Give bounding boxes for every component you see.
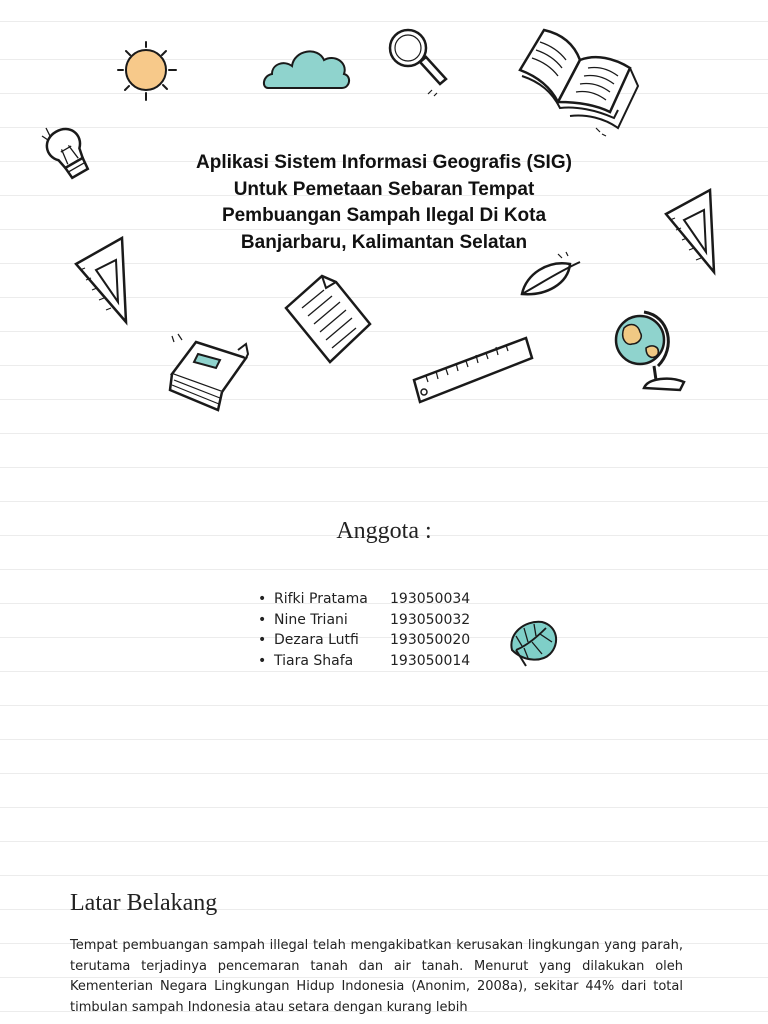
list-item [258,651,470,672]
open-book-icon [514,24,644,144]
section-heading: Latar Belakang [70,890,218,916]
member-name: Nine Triani [274,611,348,628]
leaf-icon [518,250,584,300]
notebook-icon [162,328,252,418]
title-line: Untuk Pemetaan Sebaran Tempat [233,178,535,200]
members-heading: Anggota : [336,518,432,544]
ruler-icon [410,334,536,408]
member-name: Rifki Pratama [274,591,368,607]
title-line: Banjarbaru, Kalimantan Selatan [240,231,528,253]
member-name: Dezara Lutfi [274,632,359,648]
member-nim: 193050014 [390,652,471,669]
triangle-ruler-icon [72,234,132,328]
list-item [258,630,470,651]
magnifier-icon [382,24,454,100]
members-list [258,589,470,671]
list-item [258,589,470,610]
member-nim: 193050032 [390,611,471,628]
monstera-leaf-icon [506,616,560,668]
title-line: Aplikasi Sistem Informasi Geografis (SIG) [196,152,572,173]
member-nim: 193050034 [390,591,471,607]
member-name: Tiara Shafa [274,652,354,669]
document-icon [282,272,376,366]
light-bulb-icon [38,124,104,190]
bullet: • [258,652,267,669]
bullet: • [258,611,267,628]
cloud-icon [262,40,352,94]
bullet: • [258,591,267,607]
triangle-ruler-icon [662,186,720,278]
globe-icon [610,304,690,394]
list-item [258,610,470,631]
title-line: Pembuangan Sampah Ilegal Di Kota [221,205,547,226]
body-paragraph: Tempat pembuangan sampah illegal telah mengakibatkan kerusakan lingkungan yang parah, terutama terjadinya pencemaran tanah dan air tanah. Menurut yang dilakukan oleh Kementerian Negara Lingkungan Hidup Indonesia (Anonim, 2008a), sekitar 44% dari total timbulan sampah Indonesia atau setara dengan kurang lebih [70,938,683,1015]
member-nim: 193050020 [390,632,471,648]
sun-icon [112,40,182,104]
bullet: • [258,632,267,648]
document-title [134,150,634,256]
